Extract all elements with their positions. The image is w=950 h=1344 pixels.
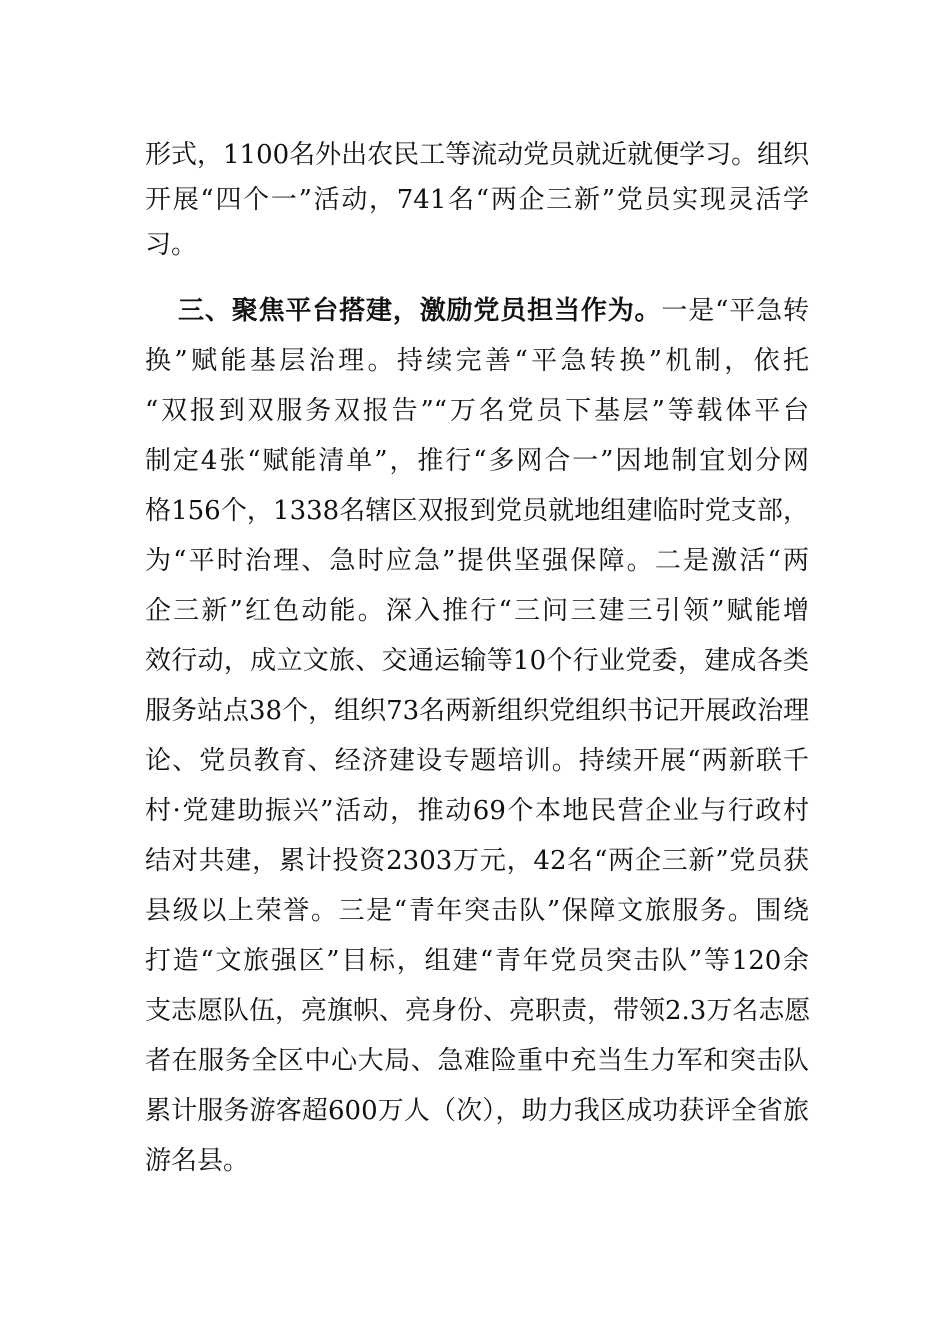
paragraph-2-line-13: 县级以上荣誉。三是“青年突击队”保障文旅服务。围绕 (145, 896, 809, 926)
paragraph-2-line-17: 累计服务游客超600万人（次），助力我区成功获评全省旅 (145, 1096, 809, 1126)
paragraph-2-first-line-text: 一是“平急转 (661, 296, 809, 326)
paragraph-2-line-9: 服务站点38个，组织73名两新组织党组织书记开展政治理 (145, 696, 810, 726)
section-heading: 三、聚焦平台搭建，激励党员担当作为。 (178, 296, 662, 326)
paragraph-2-line-2: 换”赋能基层治理。持续完善“平急转换”机制，依托 (145, 346, 809, 376)
paragraph-2-first-line (178, 295, 809, 327)
paragraph-1-line-1: 形式，1100名外出农民工等流动党员就近就便学习。组织 (145, 140, 810, 170)
paragraph-2-line-12: 结对共建，累计投资2303万元，42名“两企三新”党员获 (145, 846, 809, 876)
paragraph-2-line-4: 制定4张“赋能清单”，推行“多网合一”因地制宜划分网 (145, 446, 809, 476)
paragraph-1-line-2: 开展“四个一”活动，741名“两企三新”党员实现灵活学 (145, 185, 809, 215)
paragraph-2-line-15: 支志愿队伍，亮旗帜、亮身份、亮职责，带领2.3万名志愿 (145, 996, 811, 1026)
paragraph-2-line-18: 游名县。 (145, 1146, 250, 1176)
paragraph-2-line-5: 格156个，1338名辖区双报到党员就地组建临时党支部， (145, 496, 809, 526)
paragraph-2-line-6: 为“平时治理、急时应急”提供坚强保障。二是激活“两 (145, 546, 809, 576)
paragraph-2-line-7: 企三新”红色动能。深入推行“三问三建三引领”赋能增 (145, 596, 809, 626)
paragraph-1-line-3: 习。 (145, 230, 198, 260)
paragraph-2-line-10: 论、党员教育、经济建设专题培训。持续开展“两新联千 (145, 746, 809, 776)
paragraph-2-line-16: 者在服务全区中心大局、急难险重中充当生力军和突击队 (145, 1046, 809, 1076)
paragraph-2-line-3: “双报到双服务双报告”“万名党员下基层”等载体平台 (145, 396, 809, 426)
paragraph-2-line-11: 村·党建助振兴”活动，推动69个本地民营企业与行政村 (145, 796, 809, 826)
paragraph-2-line-8: 效行动，成立文旅、交通运输等10个行业党委，建成各类 (145, 646, 809, 676)
paragraph-2-line-14: 打造“文旅强区”目标，组建“青年党员突击队”等120余 (145, 946, 809, 976)
